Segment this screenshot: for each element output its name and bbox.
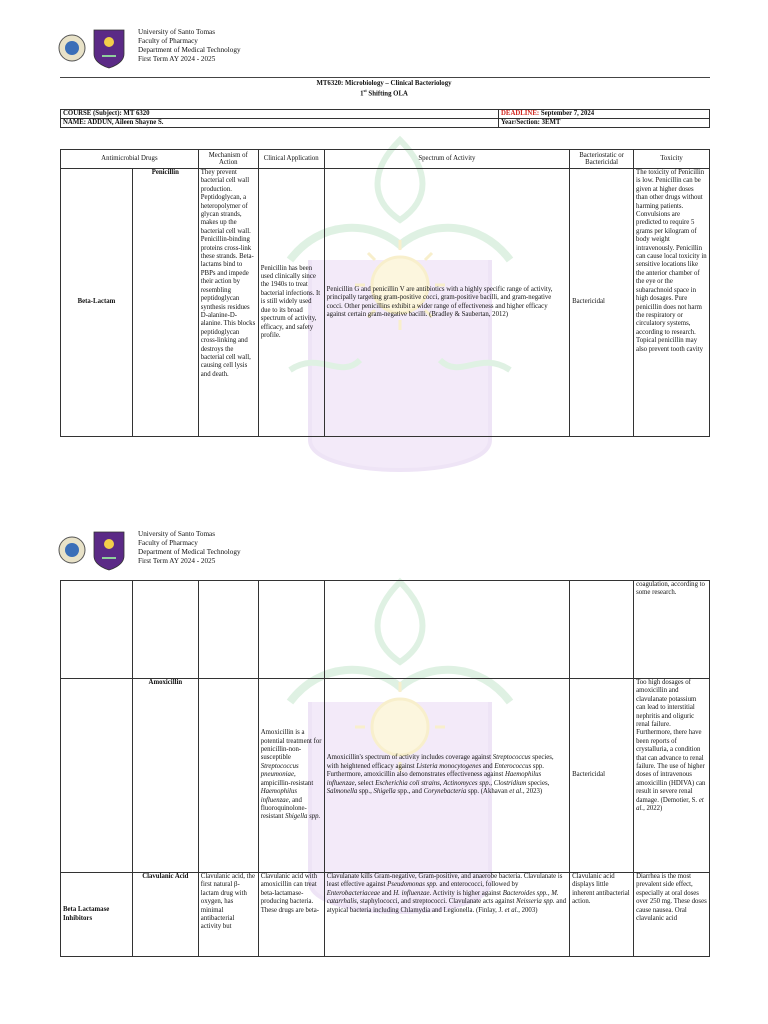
penicillin-toxicity: The toxicity of Penicillin is low. Penicillin can be given at higher doses than other drugs without harming patients. Convulsions are predicted to require 5 grams per kilogram of body weight intravenously. Penicillin can cause local toxicity in sensitive locations like the anterior chamber of the eye or the subarachnoid space in high dosages. Pure penicillin does not harm the respiratory or circulatory systems, according to research. Topical penicillin may also prevent tooth cavity <box>634 169 710 437</box>
year-section: Year/Section: 3EMT <box>499 119 710 128</box>
antimicrobial-table-page-2 <box>60 580 710 957</box>
drug-penicillin: Penicillin <box>132 169 198 437</box>
department-name: Department of Medical Technology <box>138 46 241 54</box>
course-title: MT6320: Microbiology – Clinical Bacteriology <box>316 80 452 87</box>
clavulanic-spectrum: Clavulanate kills Gram-negative, Gram-positive, and anaerobe bacteria. Clavulanate is least effective against Pseudomonas spp. and enterococci, followed by Enterobacteriaceae and H. influenzae. Activity is higher against Bacteroides spp., M. catarrhalis, staphylococci, and streptococci. Clavulanate acts against Neisseria spp. and atypical bacteria including Chlamydia and Legionella. (Finlay, J. et al., 2003) <box>324 873 569 957</box>
university-name: University of Santo Tomas <box>138 28 216 36</box>
clavulanic-clinical: Clavulanic acid with amoxicillin can treat beta-lactamase-producing bacteria. These drugs are beta- <box>258 873 324 957</box>
header-clinical: Clinical Application <box>258 150 324 169</box>
table-row <box>61 169 710 437</box>
student-info-table <box>60 109 710 128</box>
faculty-name: Faculty of Pharmacy <box>138 37 198 45</box>
header-mechanism: Mechanism of Action <box>198 150 258 169</box>
amoxicillin-clinical: Amoxicillin is a potential treatment for penicillin-non-susceptible Streptococcus pneumoniae, ampicillin-resistant Haemophilus influenzae, and fluoroquinolone-resistant Shigella spp. <box>258 679 324 873</box>
clavulanic-toxicity: Diarrhea is the most prevalent side effect, especially at oral doses over 250 mg. These doses cause nausea. Oral clavulanic acid <box>634 873 710 957</box>
university-logo-icon <box>58 528 128 572</box>
penicillin-toxicity-cont: coagulation, according to some research. <box>634 581 710 679</box>
penicillin-action: Bactericidal <box>570 169 634 437</box>
clavulanic-action: Clavulanic acid displays little inherent antibacterial action. <box>570 873 634 957</box>
amoxicillin-spectrum: Amoxicillin's spectrum of activity includes coverage against Streptococcus species, with heightened efficacy against Listeria monocytogenes and Enterococcus spp. Furthermore, amoxicillin also demonstrates effectiveness against Haemophilus influenzae, select Escherichia coli strains, Actinomyces spp., Clostridium species, Salmonella spp., Shigella spp., and Corynebacteria spp. (Akhavan et al., 2023) <box>324 679 569 873</box>
page-2 <box>0 512 768 1024</box>
table-header-row <box>61 150 710 169</box>
penicillin-spectrum: Penicillin G and penicillin V are antibiotics with a highly specific range of activity, principally targeting gram-positive cocci, gram-positive bacilli, and gram-negative cocci. Other penicillins exhibit a wider range of effectiveness and higher efficacy against certain gram-negative bacilli. (Bradley & Saubertan, 2012) <box>324 169 569 437</box>
student-name: NAME: ADDUN, Aileen Shayne S. <box>61 119 499 128</box>
term-label: First Term AY 2024 - 2025 <box>138 55 216 63</box>
class-beta-lactamase-inhibitors: Beta Lactamase Inhibitors <box>61 873 133 957</box>
class-beta-lactam: Beta-Lactam <box>61 169 133 437</box>
faculty-name: Faculty of Pharmacy <box>138 539 198 547</box>
header-drugs: Antimicrobial Drugs <box>61 150 199 169</box>
drug-amoxicillin: Amoxicillin <box>132 679 198 873</box>
header-bacteriostatic: Bacteriostatic or Bactericidal <box>570 150 634 169</box>
university-logo-icon <box>58 26 128 70</box>
term-label: First Term AY 2024 - 2025 <box>138 557 216 565</box>
header-spectrum: Spectrum of Activity <box>324 150 569 169</box>
department-name: Department of Medical Technology <box>138 548 241 556</box>
amoxicillin-toxicity: Too high dosages of amoxicillin and clavulanate potassium can lead to interstitial nephritis and oliguric renal failure. Furthermore, there have been reports of crystalluria, a condition that can advance to renal failure. The use of higher doses of intravenous amoxicillin (HDIVA) can result in severe renal damage. (Demotier, S. et al., 2022) <box>634 679 710 873</box>
header-toxicity: Toxicity <box>634 150 710 169</box>
penicillin-clinical: Penicillin has been used clinically since the 1940s to treat bacterial infections. It is still widely used due to its broad spectrum of activity, efficacy, and safety profile. <box>258 169 324 437</box>
deadline: DEADLINE: September 7, 2024 <box>499 110 710 119</box>
shifting-title: 1st Shifting OLA <box>360 88 408 98</box>
table-row <box>61 679 710 873</box>
clavulanic-mechanism: Clavulanic acid, the first natural β-lactam drug with oxygen, has minimal antibacterial activity but <box>198 873 258 957</box>
course-subject: COURSE (Subject): MT 6320 <box>61 110 499 119</box>
antimicrobial-table-page-1 <box>60 149 710 437</box>
amoxicillin-action: Bactericidal <box>570 679 634 873</box>
title-rule <box>60 77 710 78</box>
university-name: University of Santo Tomas <box>138 530 216 538</box>
penicillin-mechanism: They prevent bacterial cell wall production. Peptidoglycan, a heteropolymer of glycan strands, makes up the bacterial cell wall. Penicillin-binding proteins cross-link these strands. Beta-lactams bind to PBPs and impede their action by resembling peptidoglycan synthesis residues D-alanine-D-alanine. This blocks peptidoglycan cross-linking and destroys the bacterial cell wall, causing cell lysis and death. <box>198 169 258 437</box>
drug-clavulanic-acid: Clavulanic Acid <box>132 873 198 957</box>
table-row <box>61 581 710 679</box>
table-row <box>61 873 710 957</box>
